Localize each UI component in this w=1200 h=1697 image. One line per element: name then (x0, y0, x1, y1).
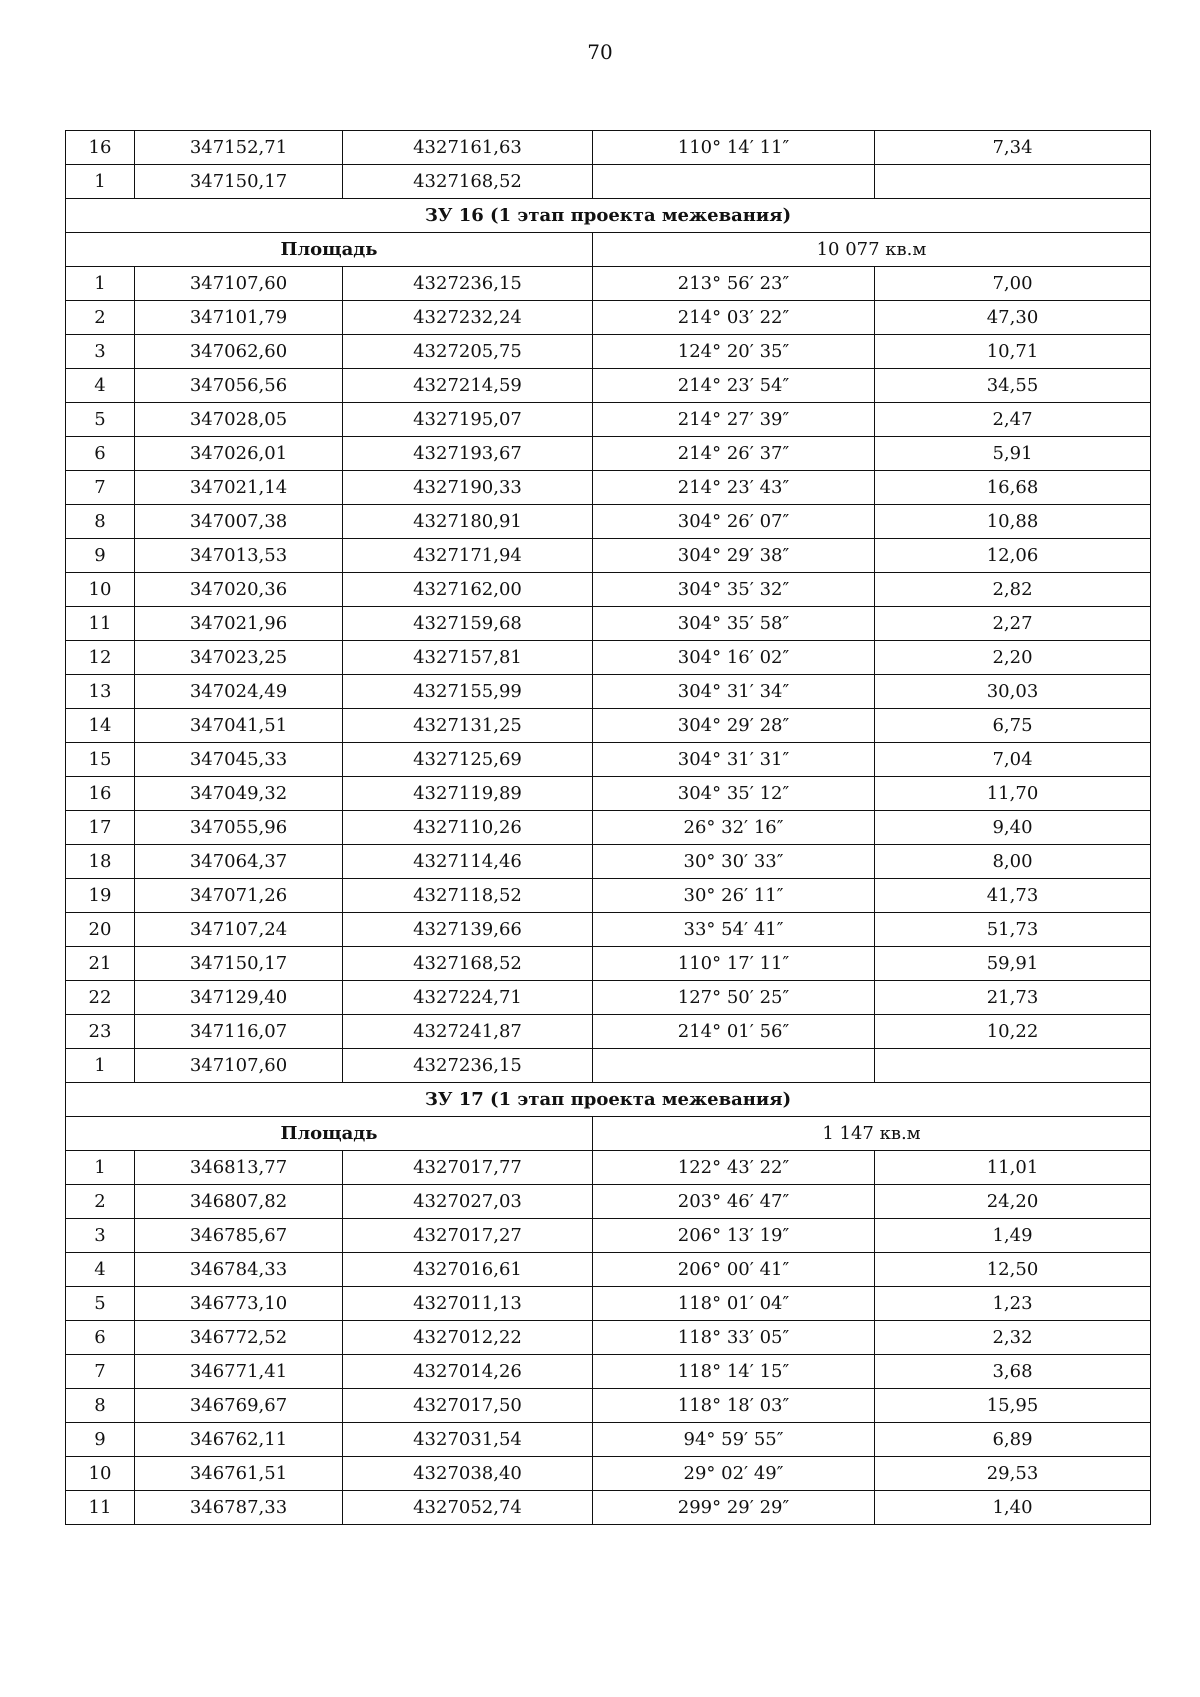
direction-angle-cell: 127° 50′ 25″ (593, 981, 875, 1015)
direction-angle-cell: 299° 29′ 29″ (593, 1491, 875, 1525)
y-coordinate-cell: 4327114,46 (343, 845, 593, 879)
distance-cell: 5,91 (875, 437, 1151, 471)
distance-cell: 7,00 (875, 267, 1151, 301)
table-row (66, 267, 1151, 301)
table-row (66, 437, 1151, 471)
point-number-cell: 7 (66, 1355, 135, 1389)
table-row (66, 335, 1151, 369)
x-coordinate-cell: 346785,67 (135, 1219, 343, 1253)
point-number-cell: 3 (66, 1219, 135, 1253)
direction-angle-cell: 118° 01′ 04″ (593, 1287, 875, 1321)
point-number-cell: 5 (66, 1287, 135, 1321)
distance-cell: 47,30 (875, 301, 1151, 335)
distance-cell: 3,68 (875, 1355, 1151, 1389)
direction-angle-cell: 118° 18′ 03″ (593, 1389, 875, 1423)
table-row (66, 811, 1151, 845)
table-row (66, 1389, 1151, 1423)
direction-angle-cell: 214° 23′ 43″ (593, 471, 875, 505)
x-coordinate-cell: 347150,17 (135, 165, 343, 199)
x-coordinate-cell: 347056,56 (135, 369, 343, 403)
table-row (66, 1423, 1151, 1457)
distance-cell: 8,00 (875, 845, 1151, 879)
distance-cell: 11,70 (875, 777, 1151, 811)
distance-cell: 24,20 (875, 1185, 1151, 1219)
distance-cell: 16,68 (875, 471, 1151, 505)
table-row (66, 1049, 1151, 1083)
area-value: 10 077 кв.м (593, 233, 1151, 267)
table-row (66, 165, 1151, 199)
distance-cell: 1,49 (875, 1219, 1151, 1253)
table-row (66, 1185, 1151, 1219)
x-coordinate-cell: 346784,33 (135, 1253, 343, 1287)
y-coordinate-cell: 4327236,15 (343, 267, 593, 301)
table-row (66, 301, 1151, 335)
distance-cell: 1,40 (875, 1491, 1151, 1525)
y-coordinate-cell: 4327193,67 (343, 437, 593, 471)
direction-angle-cell: 304° 16′ 02″ (593, 641, 875, 675)
distance-cell: 2,20 (875, 641, 1151, 675)
y-coordinate-cell: 4327038,40 (343, 1457, 593, 1491)
direction-angle-cell: 214° 23′ 54″ (593, 369, 875, 403)
table-row (66, 539, 1151, 573)
x-coordinate-cell: 346769,67 (135, 1389, 343, 1423)
y-coordinate-cell: 4327224,71 (343, 981, 593, 1015)
direction-angle-cell: 118° 14′ 15″ (593, 1355, 875, 1389)
direction-angle-cell: 304° 26′ 07″ (593, 505, 875, 539)
point-number-cell: 13 (66, 675, 135, 709)
direction-angle-cell: 122° 43′ 22″ (593, 1151, 875, 1185)
y-coordinate-cell: 4327195,07 (343, 403, 593, 437)
x-coordinate-cell: 347007,38 (135, 505, 343, 539)
section-title: ЗУ 16 (1 этап проекта межевания) (66, 199, 1151, 233)
distance-cell: 10,71 (875, 335, 1151, 369)
y-coordinate-cell: 4327155,99 (343, 675, 593, 709)
table-row (66, 1457, 1151, 1491)
point-number-cell: 14 (66, 709, 135, 743)
distance-cell: 11,01 (875, 1151, 1151, 1185)
point-number-cell: 4 (66, 369, 135, 403)
x-coordinate-cell: 347150,17 (135, 947, 343, 981)
x-coordinate-cell: 347041,51 (135, 709, 343, 743)
y-coordinate-cell: 4327232,24 (343, 301, 593, 335)
direction-angle-cell: 33° 54′ 41″ (593, 913, 875, 947)
distance-cell: 1,23 (875, 1287, 1151, 1321)
table-row (66, 369, 1151, 403)
table-row (66, 1355, 1151, 1389)
y-coordinate-cell: 4327241,87 (343, 1015, 593, 1049)
y-coordinate-cell: 4327016,61 (343, 1253, 593, 1287)
distance-cell: 34,55 (875, 369, 1151, 403)
point-number-cell: 8 (66, 505, 135, 539)
x-coordinate-cell: 347045,33 (135, 743, 343, 777)
x-coordinate-cell: 347021,96 (135, 607, 343, 641)
x-coordinate-cell: 346807,82 (135, 1185, 343, 1219)
table-row (66, 879, 1151, 913)
x-coordinate-cell: 347023,25 (135, 641, 343, 675)
direction-angle-cell: 203° 46′ 47″ (593, 1185, 875, 1219)
table-row (66, 641, 1151, 675)
distance-cell: 9,40 (875, 811, 1151, 845)
direction-angle-cell (593, 165, 875, 199)
direction-angle-cell: 124° 20′ 35″ (593, 335, 875, 369)
direction-angle-cell: 29° 02′ 49″ (593, 1457, 875, 1491)
point-number-cell: 3 (66, 335, 135, 369)
x-coordinate-cell: 347129,40 (135, 981, 343, 1015)
table-row (66, 1287, 1151, 1321)
distance-cell: 29,53 (875, 1457, 1151, 1491)
direction-angle-cell: 214° 26′ 37″ (593, 437, 875, 471)
point-number-cell: 9 (66, 1423, 135, 1457)
y-coordinate-cell: 4327118,52 (343, 879, 593, 913)
coordinates-table-body (66, 131, 1151, 1525)
point-number-cell: 18 (66, 845, 135, 879)
direction-angle-cell (593, 1049, 875, 1083)
point-number-cell: 7 (66, 471, 135, 505)
direction-angle-cell: 304° 31′ 34″ (593, 675, 875, 709)
point-number-cell: 21 (66, 947, 135, 981)
area-label: Площадь (66, 233, 593, 267)
table-row (66, 1219, 1151, 1253)
direction-angle-cell: 206° 00′ 41″ (593, 1253, 875, 1287)
y-coordinate-cell: 4327162,00 (343, 573, 593, 607)
y-coordinate-cell: 4327017,27 (343, 1219, 593, 1253)
distance-cell: 41,73 (875, 879, 1151, 913)
point-number-cell: 20 (66, 913, 135, 947)
x-coordinate-cell: 346813,77 (135, 1151, 343, 1185)
distance-cell: 15,95 (875, 1389, 1151, 1423)
area-row (66, 1117, 1151, 1151)
direction-angle-cell: 214° 27′ 39″ (593, 403, 875, 437)
distance-cell: 10,22 (875, 1015, 1151, 1049)
table-row (66, 709, 1151, 743)
point-number-cell: 17 (66, 811, 135, 845)
y-coordinate-cell: 4327205,75 (343, 335, 593, 369)
direction-angle-cell: 206° 13′ 19″ (593, 1219, 875, 1253)
x-coordinate-cell: 347013,53 (135, 539, 343, 573)
x-coordinate-cell: 347107,24 (135, 913, 343, 947)
area-value: 1 147 кв.м (593, 1117, 1151, 1151)
y-coordinate-cell: 4327157,81 (343, 641, 593, 675)
coordinates-table (65, 130, 1151, 1525)
y-coordinate-cell: 4327031,54 (343, 1423, 593, 1457)
y-coordinate-cell: 4327171,94 (343, 539, 593, 573)
y-coordinate-cell: 4327017,77 (343, 1151, 593, 1185)
point-number-cell: 6 (66, 437, 135, 471)
direction-angle-cell: 304° 35′ 12″ (593, 777, 875, 811)
direction-angle-cell: 110° 17′ 11″ (593, 947, 875, 981)
x-coordinate-cell: 347064,37 (135, 845, 343, 879)
point-number-cell: 22 (66, 981, 135, 1015)
y-coordinate-cell: 4327119,89 (343, 777, 593, 811)
distance-cell: 2,82 (875, 573, 1151, 607)
point-number-cell: 11 (66, 1491, 135, 1525)
area-label: Площадь (66, 1117, 593, 1151)
direction-angle-cell: 110° 14′ 11″ (593, 131, 875, 165)
x-coordinate-cell: 346787,33 (135, 1491, 343, 1525)
y-coordinate-cell: 4327180,91 (343, 505, 593, 539)
point-number-cell: 2 (66, 301, 135, 335)
x-coordinate-cell: 347062,60 (135, 335, 343, 369)
point-number-cell: 1 (66, 1151, 135, 1185)
x-coordinate-cell: 346762,11 (135, 1423, 343, 1457)
x-coordinate-cell: 346772,52 (135, 1321, 343, 1355)
y-coordinate-cell: 4327236,15 (343, 1049, 593, 1083)
distance-cell: 6,75 (875, 709, 1151, 743)
point-number-cell: 16 (66, 777, 135, 811)
table-row (66, 1151, 1151, 1185)
table-row (66, 675, 1151, 709)
table-row (66, 403, 1151, 437)
direction-angle-cell: 304° 31′ 31″ (593, 743, 875, 777)
table-row (66, 471, 1151, 505)
table-row (66, 777, 1151, 811)
x-coordinate-cell: 347021,14 (135, 471, 343, 505)
table-row (66, 607, 1151, 641)
table-row (66, 947, 1151, 981)
distance-cell: 59,91 (875, 947, 1151, 981)
distance-cell: 51,73 (875, 913, 1151, 947)
y-coordinate-cell: 4327012,22 (343, 1321, 593, 1355)
direction-angle-cell: 30° 26′ 11″ (593, 879, 875, 913)
y-coordinate-cell: 4327011,13 (343, 1287, 593, 1321)
direction-angle-cell: 214° 01′ 56″ (593, 1015, 875, 1049)
point-number-cell: 8 (66, 1389, 135, 1423)
distance-cell: 12,06 (875, 539, 1151, 573)
area-row (66, 233, 1151, 267)
y-coordinate-cell: 4327214,59 (343, 369, 593, 403)
y-coordinate-cell: 4327125,69 (343, 743, 593, 777)
table-row (66, 845, 1151, 879)
direction-angle-cell: 304° 29′ 38″ (593, 539, 875, 573)
table-row (66, 1491, 1151, 1525)
y-coordinate-cell: 4327168,52 (343, 165, 593, 199)
x-coordinate-cell: 347049,32 (135, 777, 343, 811)
distance-cell: 2,47 (875, 403, 1151, 437)
distance-cell: 10,88 (875, 505, 1151, 539)
point-number-cell: 16 (66, 131, 135, 165)
x-coordinate-cell: 346773,10 (135, 1287, 343, 1321)
x-coordinate-cell: 347071,26 (135, 879, 343, 913)
table-row (66, 913, 1151, 947)
y-coordinate-cell: 4327052,74 (343, 1491, 593, 1525)
x-coordinate-cell: 347024,49 (135, 675, 343, 709)
x-coordinate-cell: 346761,51 (135, 1457, 343, 1491)
point-number-cell: 19 (66, 879, 135, 913)
distance-cell: 7,04 (875, 743, 1151, 777)
distance-cell (875, 1049, 1151, 1083)
table-row (66, 1015, 1151, 1049)
section-title: ЗУ 17 (1 этап проекта межевания) (66, 1083, 1151, 1117)
direction-angle-cell: 26° 32′ 16″ (593, 811, 875, 845)
x-coordinate-cell: 347026,01 (135, 437, 343, 471)
table-row (66, 573, 1151, 607)
x-coordinate-cell: 347020,36 (135, 573, 343, 607)
distance-cell: 7,34 (875, 131, 1151, 165)
distance-cell: 12,50 (875, 1253, 1151, 1287)
distance-cell: 21,73 (875, 981, 1151, 1015)
x-coordinate-cell: 346771,41 (135, 1355, 343, 1389)
y-coordinate-cell: 4327168,52 (343, 947, 593, 981)
table-row (66, 505, 1151, 539)
point-number-cell: 1 (66, 1049, 135, 1083)
y-coordinate-cell: 4327161,63 (343, 131, 593, 165)
point-number-cell: 4 (66, 1253, 135, 1287)
direction-angle-cell: 94° 59′ 55″ (593, 1423, 875, 1457)
x-coordinate-cell: 347107,60 (135, 1049, 343, 1083)
direction-angle-cell: 214° 03′ 22″ (593, 301, 875, 335)
y-coordinate-cell: 4327139,66 (343, 913, 593, 947)
point-number-cell: 12 (66, 641, 135, 675)
point-number-cell: 6 (66, 1321, 135, 1355)
point-number-cell: 9 (66, 539, 135, 573)
table-row (66, 1253, 1151, 1287)
y-coordinate-cell: 4327014,26 (343, 1355, 593, 1389)
point-number-cell: 1 (66, 267, 135, 301)
section-title-row (66, 199, 1151, 233)
y-coordinate-cell: 4327027,03 (343, 1185, 593, 1219)
y-coordinate-cell: 4327017,50 (343, 1389, 593, 1423)
x-coordinate-cell: 347028,05 (135, 403, 343, 437)
point-number-cell: 5 (66, 403, 135, 437)
distance-cell: 6,89 (875, 1423, 1151, 1457)
table-row (66, 981, 1151, 1015)
x-coordinate-cell: 347107,60 (135, 267, 343, 301)
y-coordinate-cell: 4327190,33 (343, 471, 593, 505)
point-number-cell: 11 (66, 607, 135, 641)
table-row (66, 131, 1151, 165)
x-coordinate-cell: 347101,79 (135, 301, 343, 335)
point-number-cell: 15 (66, 743, 135, 777)
y-coordinate-cell: 4327131,25 (343, 709, 593, 743)
point-number-cell: 10 (66, 573, 135, 607)
section-title-row (66, 1083, 1151, 1117)
distance-cell (875, 165, 1151, 199)
y-coordinate-cell: 4327110,26 (343, 811, 593, 845)
x-coordinate-cell: 347055,96 (135, 811, 343, 845)
distance-cell: 2,32 (875, 1321, 1151, 1355)
direction-angle-cell: 213° 56′ 23″ (593, 267, 875, 301)
direction-angle-cell: 304° 29′ 28″ (593, 709, 875, 743)
direction-angle-cell: 118° 33′ 05″ (593, 1321, 875, 1355)
distance-cell: 30,03 (875, 675, 1151, 709)
point-number-cell: 10 (66, 1457, 135, 1491)
y-coordinate-cell: 4327159,68 (343, 607, 593, 641)
point-number-cell: 23 (66, 1015, 135, 1049)
x-coordinate-cell: 347152,71 (135, 131, 343, 165)
x-coordinate-cell: 347116,07 (135, 1015, 343, 1049)
point-number-cell: 1 (66, 165, 135, 199)
direction-angle-cell: 304° 35′ 32″ (593, 573, 875, 607)
table-row (66, 1321, 1151, 1355)
point-number-cell: 2 (66, 1185, 135, 1219)
page-number: 70 (587, 40, 613, 64)
direction-angle-cell: 304° 35′ 58″ (593, 607, 875, 641)
direction-angle-cell: 30° 30′ 33″ (593, 845, 875, 879)
table-row (66, 743, 1151, 777)
distance-cell: 2,27 (875, 607, 1151, 641)
